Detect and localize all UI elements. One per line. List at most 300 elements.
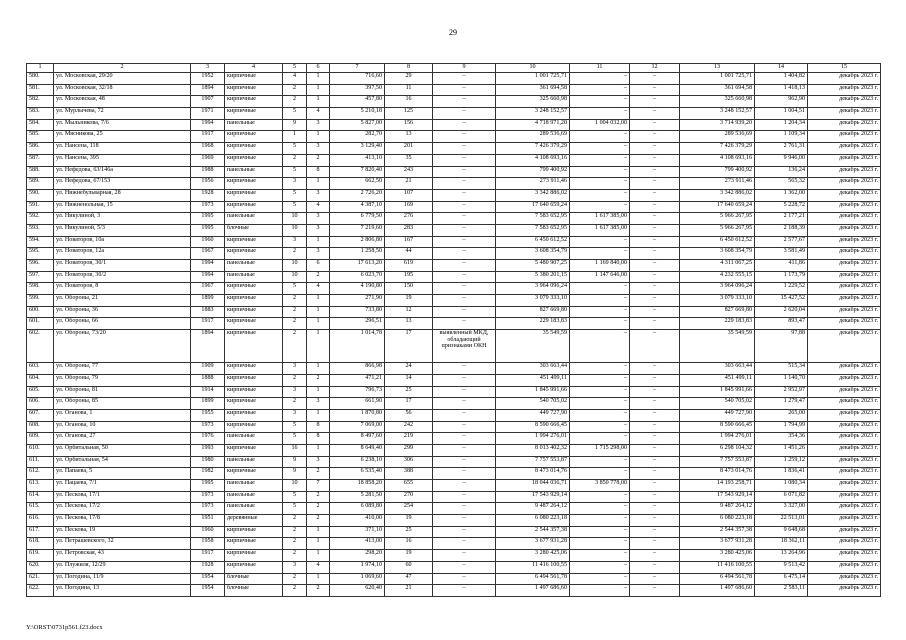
table-cell: 602.	[27, 330, 54, 363]
table-cell: 4 718 971,20	[496, 119, 570, 131]
table-cell: –	[570, 374, 630, 386]
table-cell: 16	[385, 538, 433, 550]
table-cell: 2	[307, 503, 330, 515]
table-row	[27, 585, 881, 597]
table-cell: 282,70	[330, 131, 385, 143]
table-cell: 3 714 939,20	[680, 119, 755, 131]
table-cell: 6 494 561,78	[496, 573, 570, 585]
table-row	[27, 330, 881, 363]
table-cell: 24	[385, 363, 433, 375]
table-cell: декабрь 2023 г.	[808, 456, 881, 468]
table-cell: декабрь 2023 г.	[808, 166, 881, 178]
table-cell: ул. Нефедова, 67/153	[54, 178, 191, 190]
table-cell: 3	[283, 178, 307, 190]
table-cell: кирпичные	[225, 201, 283, 213]
table-cell: 1	[307, 73, 330, 85]
table-cell: 655	[385, 480, 433, 492]
table-cell: 594.	[27, 236, 54, 248]
table-cell: –	[630, 108, 680, 120]
table-cell: панельные	[225, 213, 283, 225]
table-cell: 1 069,60	[330, 573, 385, 585]
table-cell: блочные	[225, 224, 283, 236]
table-cell: 6 071,82	[755, 491, 808, 503]
table-cell: 201	[385, 143, 433, 155]
table-cell: –	[570, 318, 630, 330]
table-cell: 617.	[27, 526, 54, 538]
table-cell: 22 513,01	[755, 515, 808, 527]
table-cell: 10	[283, 213, 307, 225]
table-cell: 8 649,40	[330, 444, 385, 456]
table-cell: 219	[385, 433, 433, 445]
table-cell: 827 669,80	[496, 306, 570, 318]
table-cell: –	[433, 260, 496, 272]
table-cell: 303 663,44	[496, 363, 570, 375]
table-cell: 619	[385, 260, 433, 272]
table-cell: декабрь 2023 г.	[808, 108, 881, 120]
table-cell: декабрь 2023 г.	[808, 318, 881, 330]
table-cell: ул. Оганова, 27	[54, 433, 191, 445]
table-cell: 1 004 032,00	[570, 119, 630, 131]
table-row	[27, 573, 881, 585]
table-cell: 1899	[191, 295, 225, 307]
table-cell: –	[433, 166, 496, 178]
table-cell: –	[433, 154, 496, 166]
table-cell: 3	[307, 213, 330, 225]
table-cell: ул. Новаторов, 30/2	[54, 271, 191, 283]
table-cell: 2	[283, 330, 307, 363]
table-cell: –	[630, 538, 680, 550]
table-cell: ул. Мыльникова, 7/6	[54, 119, 191, 131]
table-cell: 1 845 991,66	[680, 386, 755, 398]
table-cell: –	[570, 491, 630, 503]
table-cell: 14 193 258,71	[680, 480, 755, 492]
table-cell: 2	[283, 374, 307, 386]
table-cell: –	[570, 526, 630, 538]
table-cell: –	[570, 189, 630, 201]
table-cell: ул. Папаева, 5	[54, 468, 191, 480]
table-cell: 7 583 652,95	[496, 224, 570, 236]
table-cell: декабрь 2023 г.	[808, 189, 881, 201]
table-row	[27, 119, 881, 131]
table-cell: –	[570, 96, 630, 108]
table-cell: 5 380 201,15	[496, 271, 570, 283]
table-cell: 599.	[27, 295, 54, 307]
table-cell: 583.	[27, 108, 54, 120]
table-cell: –	[630, 224, 680, 236]
column-header: 9	[433, 64, 496, 73]
table-cell: –	[570, 131, 630, 143]
table-cell: 1899	[191, 398, 225, 410]
table-cell: –	[433, 201, 496, 213]
table-cell: 2	[283, 295, 307, 307]
table-cell: 449 727,90	[680, 409, 755, 421]
table-cell: ул. Обороны, 21	[54, 295, 191, 307]
table-cell: 10	[283, 224, 307, 236]
table-cell: 3 677 931,28	[496, 538, 570, 550]
table-cell: ул. Погодина, 13	[54, 585, 191, 597]
table-cell: 1995	[191, 213, 225, 225]
table-row	[27, 189, 881, 201]
header-row	[27, 64, 881, 73]
table-cell: 17 543 929,14	[680, 491, 755, 503]
table-cell: 167	[385, 236, 433, 248]
table-cell: ул. Обороны, 85	[54, 398, 191, 410]
table-cell: 799 400,92	[680, 166, 755, 178]
table-cell: 587.	[27, 154, 54, 166]
table-cell: 1 418,13	[755, 84, 808, 96]
table-cell: –	[630, 374, 680, 386]
table-cell: –	[570, 573, 630, 585]
table-cell: декабрь 2023 г.	[808, 561, 881, 573]
table-cell: 169	[385, 201, 433, 213]
table-cell: 1 994 276,01	[496, 433, 570, 445]
table-cell: 8 013 402,32	[496, 444, 570, 456]
table-cell: –	[630, 386, 680, 398]
table-cell: 1954	[191, 573, 225, 585]
table-cell: декабрь 2023 г.	[808, 491, 881, 503]
table-cell: 3	[307, 456, 330, 468]
table-cell: декабрь 2023 г.	[808, 421, 881, 433]
table-cell: 6 238,10	[330, 456, 385, 468]
table-cell: ул. Пацаева, 7/1	[54, 480, 191, 492]
table-cell: 607.	[27, 409, 54, 421]
table-cell: ул. Оганова, 1	[54, 409, 191, 421]
table-cell: –	[630, 84, 680, 96]
table-cell: 299	[385, 444, 433, 456]
table-cell: 1 001 725,71	[680, 73, 755, 85]
table-cell: 29	[385, 73, 433, 85]
table-cell: 10	[283, 271, 307, 283]
table-cell: кирпичные	[225, 236, 283, 248]
table-cell: 4	[283, 73, 307, 85]
table-cell: 2	[307, 585, 330, 597]
table-cell: 3 608 354,79	[496, 248, 570, 260]
table-cell: 1	[307, 444, 330, 456]
table-cell: 1 794,99	[755, 421, 808, 433]
table-cell: 4 108 693,16	[496, 154, 570, 166]
table-cell: кирпичные	[225, 526, 283, 538]
table-cell: 1	[307, 538, 330, 550]
table-cell: 662,50	[330, 178, 385, 190]
table-cell: 3 964 096,24	[496, 283, 570, 295]
table-cell: декабрь 2023 г.	[808, 283, 881, 295]
table-cell: 7 219,60	[330, 224, 385, 236]
table-cell: ул. Московская, 32/18	[54, 84, 191, 96]
table-cell: 1928	[191, 189, 225, 201]
table-cell: –	[433, 178, 496, 190]
table-cell: –	[630, 409, 680, 421]
table-cell: –	[570, 550, 630, 562]
table-cell: 7 069,00	[330, 421, 385, 433]
table-cell: 8 473 014,76	[496, 468, 570, 480]
table-cell: –	[433, 444, 496, 456]
table-cell: 1973	[191, 491, 225, 503]
table-cell: 471,21	[330, 374, 385, 386]
table-cell: 7	[307, 480, 330, 492]
table-cell: 1 204,34	[755, 119, 808, 131]
table-cell: 962,90	[755, 96, 808, 108]
table-cell: 150	[385, 283, 433, 295]
table-cell: –	[630, 166, 680, 178]
table-cell: 283	[385, 224, 433, 236]
table-cell: 9	[283, 468, 307, 480]
table-cell: 6 450 612,52	[680, 236, 755, 248]
table-row	[27, 550, 881, 562]
table-cell: ул. Нижненольная, 15	[54, 201, 191, 213]
table-cell: кирпичные	[225, 84, 283, 96]
table-row	[27, 108, 881, 120]
table-cell: кирпичные	[225, 131, 283, 143]
table-row	[27, 374, 881, 386]
table-cell: 3	[283, 236, 307, 248]
table-cell: 1960	[191, 526, 225, 538]
table-cell: 592.	[27, 213, 54, 225]
table-cell: 19	[385, 550, 433, 562]
table-cell: –	[433, 585, 496, 597]
table-cell: 2	[283, 154, 307, 166]
table-cell: 298,20	[330, 550, 385, 562]
table-cell: ул. Обороны, 77	[54, 363, 191, 375]
table-cell: 296,51	[330, 318, 385, 330]
table-cell: –	[433, 468, 496, 480]
table-cell: 2 620,04	[755, 306, 808, 318]
table-cell: 1 870,80	[330, 409, 385, 421]
column-header: 11	[570, 64, 630, 73]
table-cell: 620,40	[330, 585, 385, 597]
table-cell: 2 544 357,38	[680, 526, 755, 538]
table-cell: –	[570, 306, 630, 318]
table-cell: 325 660,98	[496, 96, 570, 108]
table-cell: 5	[283, 491, 307, 503]
table-cell: 413,10	[330, 154, 385, 166]
table-cell: 4 387,10	[330, 201, 385, 213]
table-cell: –	[630, 213, 680, 225]
table-cell: 1995	[191, 224, 225, 236]
table-cell: 1 497 686,60	[680, 585, 755, 597]
table-cell: декабрь 2023 г.	[808, 374, 881, 386]
table-cell: 1951	[191, 515, 225, 527]
table-cell: 614.	[27, 491, 54, 503]
table-cell: 6 475,14	[755, 573, 808, 585]
table-cell: декабрь 2023 г.	[808, 201, 881, 213]
table-cell: –	[630, 271, 680, 283]
table-cell: выявленный МКД, обладающий признаками ОКН	[433, 330, 496, 363]
table-cell: 1 147 646,00	[570, 271, 630, 283]
table-cell: 1 001 725,71	[496, 73, 570, 85]
table-cell: 2	[307, 491, 330, 503]
table-cell: кирпичные	[225, 295, 283, 307]
table-cell: 1952	[191, 73, 225, 85]
table-row	[27, 433, 881, 445]
table-cell: –	[630, 456, 680, 468]
table-cell: 2	[307, 515, 330, 527]
table-cell: –	[570, 515, 630, 527]
table-cell: –	[433, 143, 496, 155]
table-cell: ул. Нансена, 118	[54, 143, 191, 155]
table-cell: 17 640 659,24	[680, 201, 755, 213]
table-cell: ул. Новаторов, 10а	[54, 236, 191, 248]
table-cell: 242	[385, 421, 433, 433]
table-cell: 1	[307, 295, 330, 307]
table-cell: кирпичные	[225, 550, 283, 562]
table-cell: 1 229,52	[755, 283, 808, 295]
table-cell: ул. Оганова, 10	[54, 421, 191, 433]
table-cell: 271,90	[330, 295, 385, 307]
table-cell: панельные	[225, 271, 283, 283]
table-cell: 2 544 357,38	[496, 526, 570, 538]
table-cell: декабрь 2023 г.	[808, 573, 881, 585]
table-row	[27, 260, 881, 272]
table-cell: 5	[283, 421, 307, 433]
table-cell: блочные	[225, 573, 283, 585]
table-cell: –	[630, 96, 680, 108]
table-cell: –	[630, 550, 680, 562]
table-cell: 620.	[27, 561, 54, 573]
table-cell: 1	[307, 84, 330, 96]
table-cell: ул. Мурлычева, 72	[54, 108, 191, 120]
table-cell: 273 911,46	[496, 178, 570, 190]
table-cell: кирпичные	[225, 96, 283, 108]
table-cell: –	[433, 213, 496, 225]
table-cell: –	[433, 421, 496, 433]
table-cell: 588.	[27, 166, 54, 178]
table-cell: 1883	[191, 306, 225, 318]
table-cell: –	[433, 295, 496, 307]
table-row	[27, 178, 881, 190]
table-cell: декабрь 2023 г.	[808, 224, 881, 236]
table-cell: 2	[283, 573, 307, 585]
table-cell: ул. Московская, 29/20	[54, 73, 191, 85]
table-cell: 35	[385, 154, 433, 166]
table-cell: 1917	[191, 550, 225, 562]
table-cell: ул. Обороны, 81	[54, 386, 191, 398]
table-cell: 596.	[27, 260, 54, 272]
table-cell: 6 535,40	[330, 468, 385, 480]
table-cell: ул. Нансена, 395	[54, 154, 191, 166]
table-cell: ул. Обороны, 79	[54, 374, 191, 386]
table-cell: –	[433, 108, 496, 120]
table-cell: 4 108 693,16	[680, 154, 755, 166]
table-cell: 593.	[27, 224, 54, 236]
table-cell: 3	[307, 224, 330, 236]
table-cell: –	[433, 363, 496, 375]
table-cell: декабрь 2023 г.	[808, 515, 881, 527]
housing-table-container	[26, 63, 880, 597]
table-cell: 3 079 333,10	[680, 295, 755, 307]
table-cell: 16	[283, 444, 307, 456]
table-cell: –	[630, 260, 680, 272]
table-cell: ул. Никулиной, 5/3	[54, 224, 191, 236]
table-cell: –	[433, 480, 496, 492]
table-cell: –	[433, 573, 496, 585]
table-cell: ул. Орбитальная, 50	[54, 444, 191, 456]
table-cell: 8 590 666,45	[496, 421, 570, 433]
table-cell: 1	[307, 573, 330, 585]
table-cell: –	[630, 433, 680, 445]
table-cell: 9 487 264,12	[680, 503, 755, 515]
table-cell: кирпичные	[225, 73, 283, 85]
table-cell: –	[630, 154, 680, 166]
table-cell: 8	[307, 421, 330, 433]
table-row	[27, 480, 881, 492]
table-cell: 1971	[191, 108, 225, 120]
table-cell: 3	[307, 189, 330, 201]
table-cell: декабрь 2023 г.	[808, 503, 881, 515]
table-cell: 4 190,80	[330, 283, 385, 295]
table-cell: –	[630, 236, 680, 248]
column-header: 2	[54, 64, 191, 73]
table-cell: 25	[385, 526, 433, 538]
table-cell: 1954	[191, 585, 225, 597]
table-cell: 5 228,72	[755, 201, 808, 213]
table-cell: 1894	[191, 330, 225, 363]
table-cell: кирпичные	[225, 444, 283, 456]
table-row	[27, 386, 881, 398]
table-cell: 19	[385, 295, 433, 307]
table-cell: –	[570, 84, 630, 96]
table-cell: 289 536,69	[680, 131, 755, 143]
table-cell: –	[630, 295, 680, 307]
table-cell: 5	[283, 108, 307, 120]
table-cell: 613.	[27, 480, 54, 492]
table-cell: 3	[307, 119, 330, 131]
table-cell: 605.	[27, 386, 54, 398]
table-row	[27, 96, 881, 108]
table-cell: 1994	[191, 271, 225, 283]
table-cell: 156	[385, 119, 433, 131]
table-cell: 2	[283, 538, 307, 550]
table-cell: 5 281,50	[330, 491, 385, 503]
table-cell: панельные	[225, 480, 283, 492]
table-cell: 9 648,68	[755, 526, 808, 538]
table-cell: 610.	[27, 444, 54, 456]
table-cell: 601.	[27, 318, 54, 330]
table-cell: 3 248 152,57	[680, 108, 755, 120]
table-cell: кирпичные	[225, 374, 283, 386]
table-cell: 4 232 555,15	[680, 271, 755, 283]
table-cell: 2 952,97	[755, 386, 808, 398]
table-cell: 3 677 931,28	[680, 538, 755, 550]
table-cell: 2 726,20	[330, 189, 385, 201]
table-row	[27, 224, 881, 236]
table-cell: 799 400,92	[496, 166, 570, 178]
table-cell: 1	[307, 550, 330, 562]
table-row	[27, 201, 881, 213]
table-cell: 361 694,58	[680, 84, 755, 96]
table-cell: кирпичные	[225, 318, 283, 330]
table-cell: 125	[385, 108, 433, 120]
table-cell: 449 727,90	[496, 409, 570, 421]
table-cell: 582.	[27, 96, 54, 108]
table-cell: 866,98	[330, 363, 385, 375]
table-row	[27, 295, 881, 307]
table-cell: ул. Новаторов, 30/1	[54, 260, 191, 272]
table-cell: декабрь 2023 г.	[808, 143, 881, 155]
table-cell: кирпичные	[225, 468, 283, 480]
table-cell: кирпичные	[225, 409, 283, 421]
table-cell: 270	[385, 491, 433, 503]
table-cell: 1 004,51	[755, 108, 808, 120]
page-number: 29	[449, 28, 457, 37]
column-header: 5	[283, 64, 307, 73]
table-cell: –	[433, 550, 496, 562]
table-cell: –	[570, 561, 630, 573]
table-cell: панельные	[225, 456, 283, 468]
table-cell: –	[433, 96, 496, 108]
table-cell: 5	[283, 283, 307, 295]
table-cell: ул. Обороны, 66	[54, 318, 191, 330]
table-cell: 9 487 264,12	[496, 503, 570, 515]
